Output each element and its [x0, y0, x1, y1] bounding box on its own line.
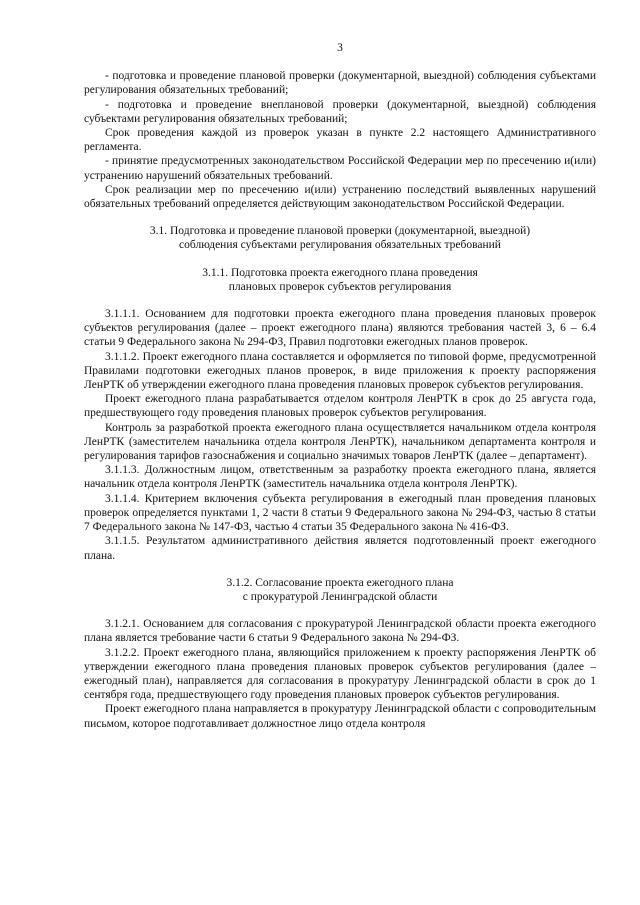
subsection-heading-line: 3.1.1. Подготовка проекта ежегодного плана проведения	[202, 266, 478, 279]
paragraph-plan-deadline: Проект ежегодного плана разрабатывается отделом контроля ЛенРТК в срок до 25 августа года, предшествующего году проведения плановых проверок субъектов регулирования.	[84, 393, 596, 420]
subsection-heading-line: плановых проверок субъектов регулирования	[228, 280, 452, 293]
paragraph-unplanned-inspection-item: - подготовка и проведение внеплановой проверки (документарной, выездной) соблюдения субъектами регулирования обязательных требований;	[84, 98, 596, 125]
paragraph-3-1-1-1: 3.1.1.1. Основанием для подготовки проекта ежегодного плана проведения плановых проверок субъектов регулирования (далее – проект ежегодного плана) являются требования частей 3, 6 – 6.4 статьи 9 Федерального закона № 294-ФЗ, Правил подготовки ежегодных планов проверок.	[84, 308, 596, 349]
section-body-3-1-2	[84, 617, 596, 731]
paragraph-3-1-2-1: 3.1.2.1. Основанием для согласования с прокуратурой Ленинградской области проекта ежегодного плана является требование части 6 статьи 9 Федерального закона № 294-ФЗ.	[84, 618, 596, 645]
section-heading-line: соблюдения субъектами регулирования обязательных требований	[179, 239, 501, 252]
paragraph-measures-item: - принятие предусмотренных законодательством Российской Федерации мер по пресечению и(или) устранению нарушений обязательных требований.	[84, 155, 596, 182]
paragraph-3-1-1-2: 3.1.1.2. Проект ежегодного плана составляется и оформляется по типовой форме, предусмотренной Правилами подготовки ежегодных планов проверок, в виде приложения к проекту распоряжения ЛенРТК об утверждении ежегодного плана проведения плановых проверок субъектов регулирования.	[84, 350, 596, 392]
paragraph-plan-control: Контроль за разработкой проекта ежегодного плана осуществляется начальником отдела контроля ЛенРТК (заместителем начальника отдела контроля ЛенРТК), начальником департамента контроля и регулирования тарифов газоснабжения и социально значимых товаров ЛенРТК (далее – департамент).	[84, 421, 596, 463]
page-number: 3	[337, 42, 343, 54]
paragraph-3-1-2-2: 3.1.2.2. Проект ежегодного плана, являющийся приложением к проекту распоряжения ЛенРТК об утверждении ежегодного плана проведения плановых проверок субъектов регулирования (далее – ежегодный план), направляется для согласования в прокуратуру Ленинградской области в срок до 1 сентября года, предшествующего году проведения плановых проверок субъектов регулирования.	[84, 646, 596, 702]
paragraph-planned-inspection-item: - подготовка и проведение плановой проверки (документарной, выездной) соблюдения субъектами регулирования обязательных требований;	[84, 70, 596, 97]
paragraph-3-1-1-5: 3.1.1.5. Результатом административного действия является подготовленный проект ежегодного плана.	[84, 535, 596, 562]
subsection-heading-line: с прокуратурой Ленинградской области	[242, 590, 438, 603]
paragraph-cover-letter: Проект ежегодного плана направляется в прокуратуру Ленинградской области с сопроводительным письмом, которое подготавливает должностное лицо отдела контроля	[84, 703, 596, 730]
paragraph-inspection-term: Срок проведения каждой из проверок указан в пункте 2.2 настоящего Административного регламента.	[84, 127, 596, 154]
section-heading-3-1	[84, 224, 596, 252]
intro-block	[84, 69, 596, 211]
section-heading-3-1-1	[84, 266, 596, 294]
subsection-heading-line: 3.1.2. Согласование проекта ежегодного плана	[226, 576, 454, 589]
section-body-3-1-1	[84, 307, 596, 563]
section-heading-line: 3.1. Подготовка и проведение плановой проверки (документарной, выездной)	[149, 225, 531, 238]
section-heading-3-1-2	[84, 576, 596, 604]
paragraph-3-1-1-3: 3.1.1.3. Должностным лицом, ответственным за разработку проекта ежегодного плана, является начальник отдела контроля ЛенРТК (заместитель начальника отдела контроля ЛенРТК).	[84, 464, 596, 491]
paragraph-measures-term: Срок реализации мер по пресечению и(или) устранению последствий выявленных нарушений обязательных требований определяется действующим законодательством Российской Федерации.	[84, 183, 596, 211]
paragraph-3-1-1-4: 3.1.1.4. Критерием включения субъекта регулирования в ежегодный план проведения плановых проверок определяется пунктами 1, 2 части 8 статьи 9 Федерального закона № 294-ФЗ, частью 8 статьи 7 Федерального закона № 147-ФЗ, частью 4 статьи 35 Федерального закона № 416-ФЗ.	[84, 492, 596, 534]
